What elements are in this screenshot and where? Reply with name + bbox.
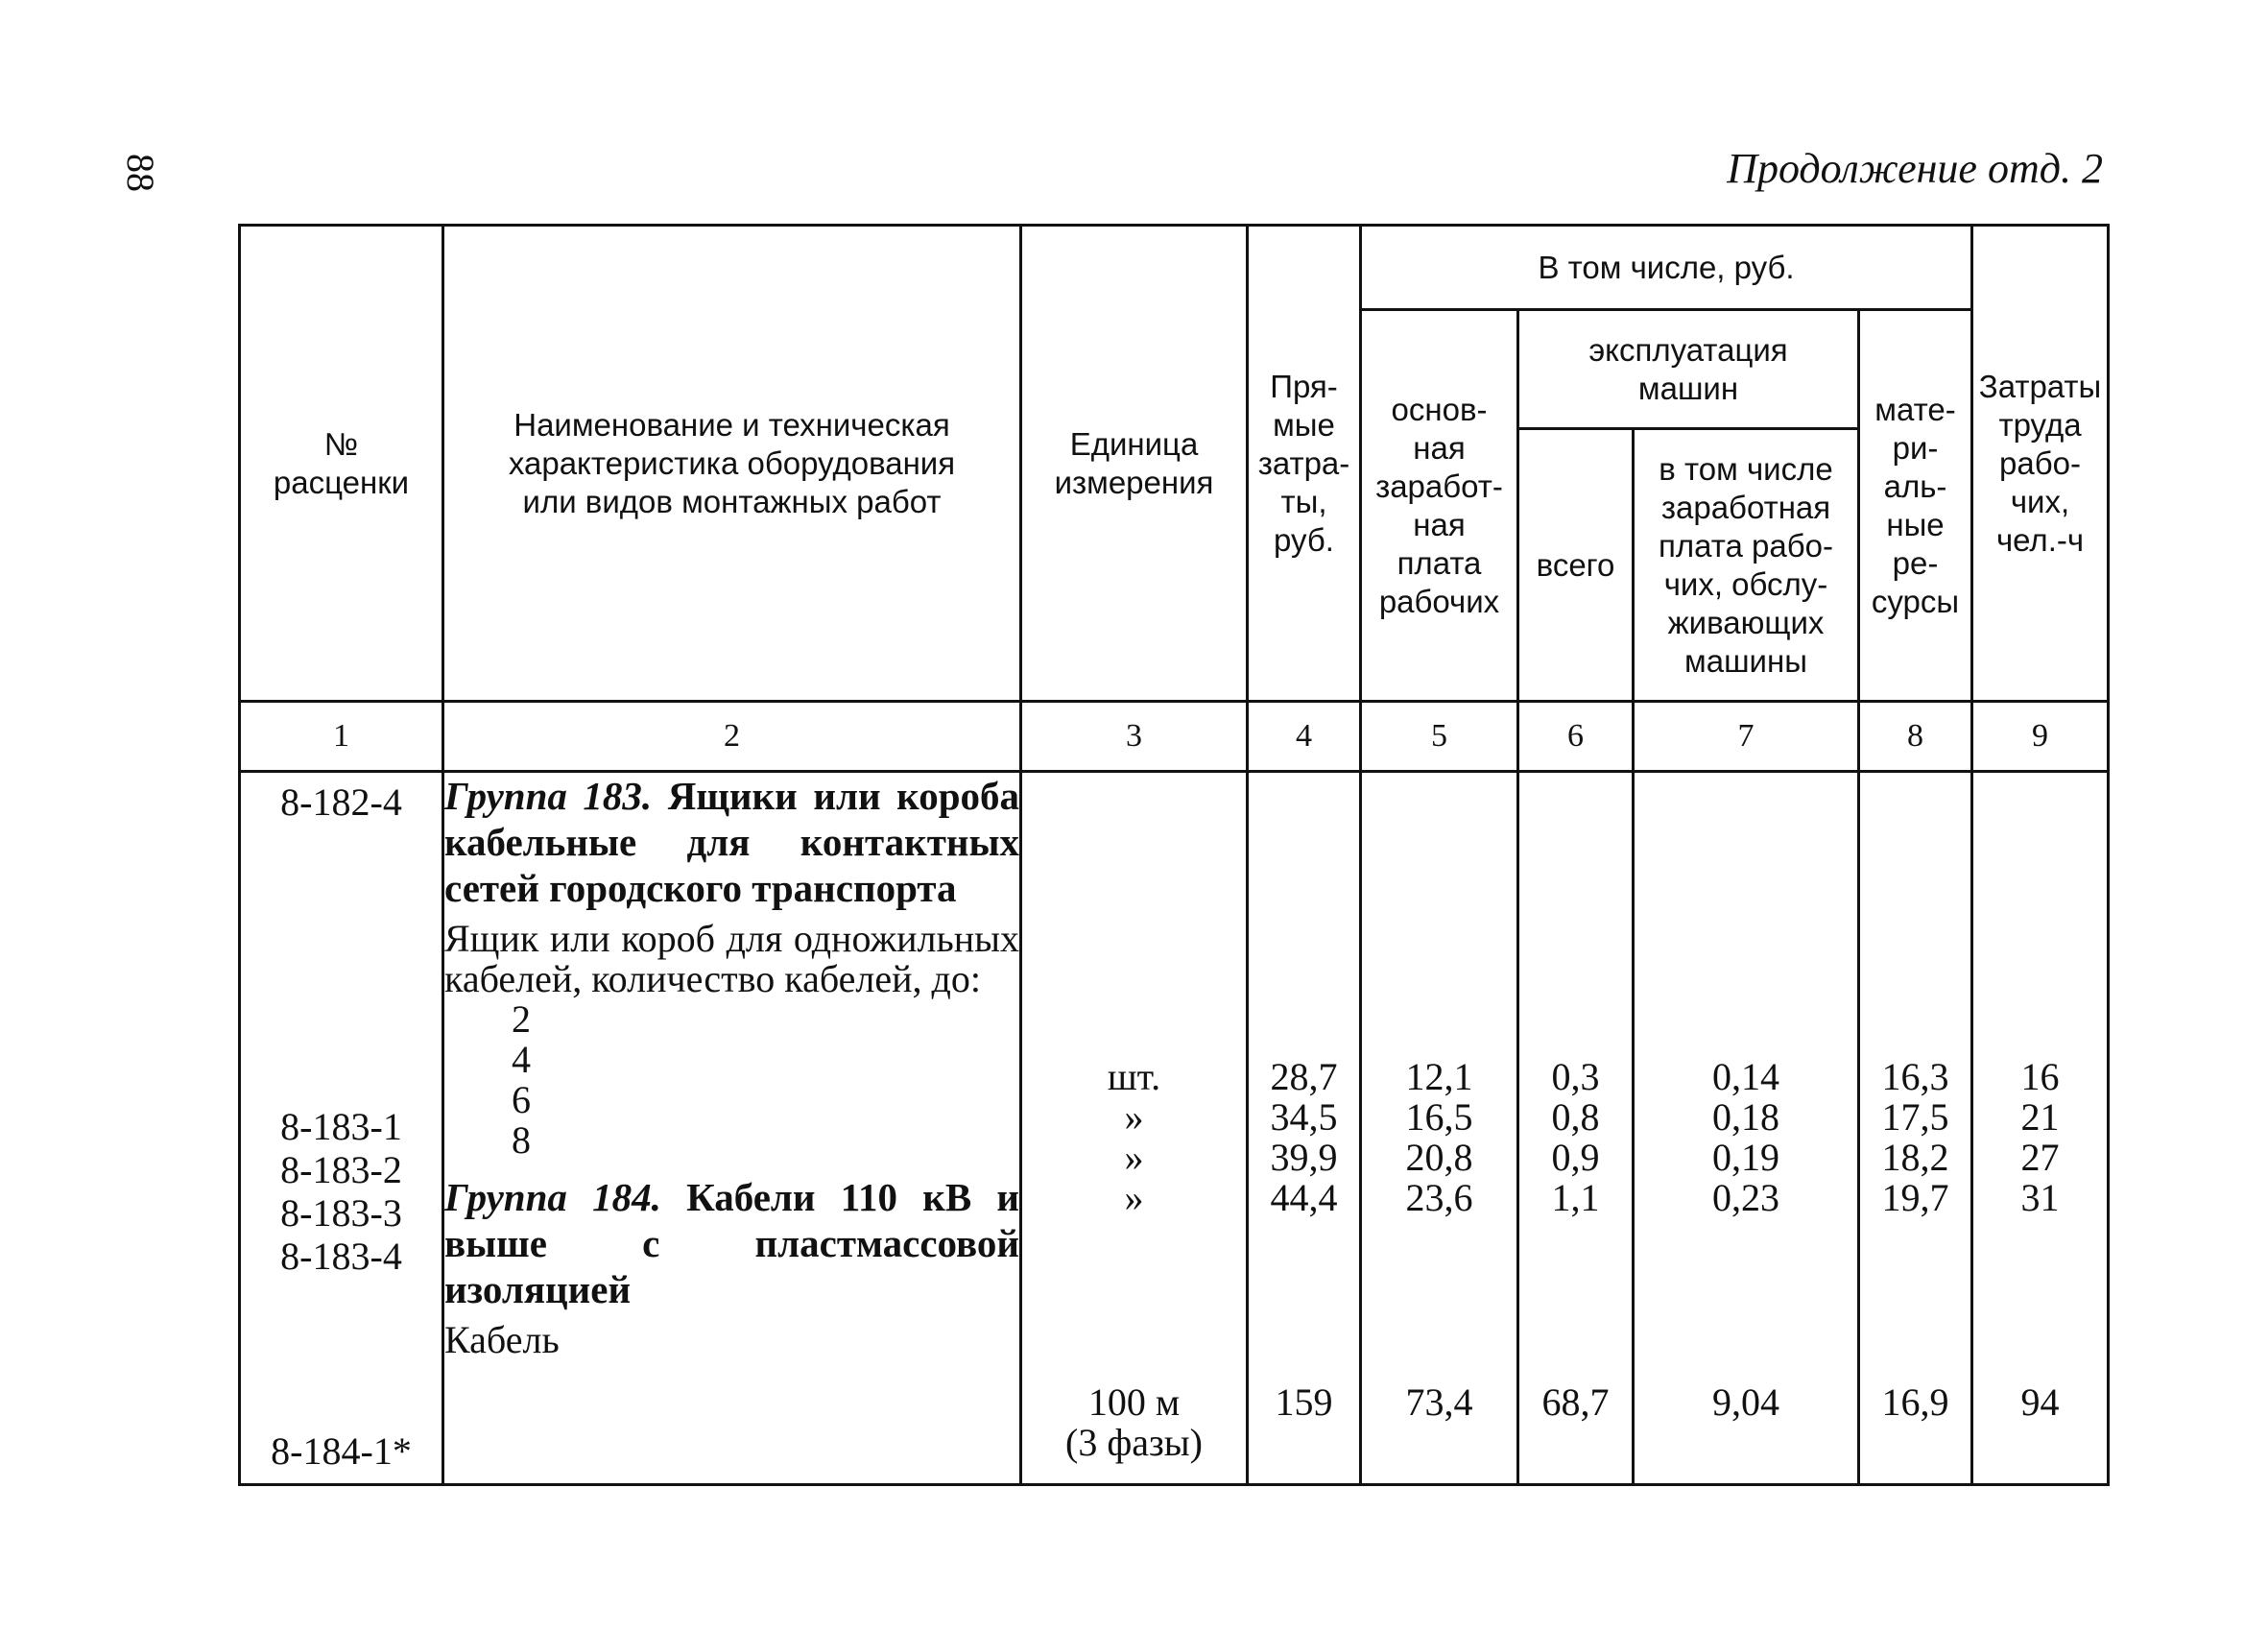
base-wage-cell	[1361, 772, 1518, 1485]
labor-value: 31	[2020, 1176, 2060, 1219]
cable-item-label: Кабель	[444, 1318, 560, 1361]
materials-value: 18,2	[1881, 1136, 1949, 1179]
name-cell	[443, 772, 1021, 1485]
materials-cell	[1859, 772, 1972, 1485]
direct-costs-cell	[1248, 772, 1361, 1485]
header-labor: Затраты труда рабо- чих, чел.-ч	[1972, 226, 2109, 702]
direct-cost-value: 39,9	[1270, 1136, 1338, 1179]
header-including: В том числе, руб.	[1361, 226, 1972, 310]
machine-wage-value: 0,14	[1712, 1055, 1779, 1098]
machine-total-value: 1,1	[1551, 1176, 1600, 1219]
group-184-label: Группа 184.	[444, 1175, 661, 1219]
unit-value: »	[1124, 1095, 1144, 1139]
machine-total-value: 0,3	[1551, 1055, 1600, 1098]
column-number: 2	[443, 702, 1021, 772]
labor-value: 27	[2020, 1136, 2060, 1179]
labor-value: 16	[2020, 1055, 2060, 1098]
column-number: 5	[1361, 702, 1518, 772]
group-184-heading	[444, 1174, 1019, 1312]
header-machine-operation: эксплуатация машин	[1518, 310, 1859, 429]
header-machine-wage: в том числе заработная плата рабо- чих, обслу- живающих машины	[1634, 429, 1859, 702]
column-number: 7	[1634, 702, 1859, 772]
column-number: 1	[240, 702, 443, 772]
machine-total-value: 0,8	[1551, 1095, 1600, 1139]
cable-count: 4	[512, 1038, 531, 1081]
header-code: № расценки	[240, 226, 443, 702]
group-183-label: Группа 183.	[444, 774, 653, 818]
machine-wage-value: 0,23	[1712, 1176, 1779, 1219]
unit-value: шт.	[1107, 1055, 1161, 1098]
direct-cost-value: 159	[1275, 1380, 1333, 1424]
column-number: 8	[1859, 702, 1972, 772]
header-direct-costs: Пря- мые затра- ты, руб.	[1248, 226, 1361, 702]
materials-value: 19,7	[1881, 1176, 1949, 1219]
header-machine-total: всего	[1518, 429, 1634, 702]
codes-cell	[240, 772, 443, 1485]
cable-count: 2	[512, 997, 531, 1041]
labor-cell	[1972, 772, 2109, 1485]
direct-cost-value: 44,4	[1270, 1176, 1338, 1219]
wage-value: 12,1	[1405, 1055, 1473, 1098]
direct-cost-value: 34,5	[1270, 1095, 1338, 1139]
group-183-heading	[444, 773, 1019, 911]
header-name: Наименование и техническая характеристика оборудования или видов монтажных работ	[443, 226, 1021, 702]
page-number: 88	[119, 154, 162, 192]
cable-count: 6	[512, 1078, 531, 1121]
unit-value: 100 м	[1087, 1380, 1181, 1424]
machine-total-value: 0,9	[1551, 1136, 1600, 1179]
unit-cell	[1021, 772, 1248, 1485]
wage-value: 23,6	[1405, 1176, 1473, 1219]
wage-value: 20,8	[1405, 1136, 1473, 1179]
rate-code: 8-184-1*	[271, 1429, 412, 1473]
unit-value: »	[1124, 1136, 1144, 1179]
header-base-wage: основ- ная заработ- ная плата рабочих	[1361, 310, 1518, 702]
labor-value: 21	[2020, 1095, 2060, 1139]
machine-wage-value: 0,18	[1712, 1095, 1779, 1139]
materials-value: 17,5	[1881, 1095, 1949, 1139]
labor-value: 94	[2020, 1380, 2060, 1424]
rate-code: 8-183-2	[280, 1148, 402, 1191]
rate-code: 8-183-1	[280, 1105, 402, 1148]
column-number: 6	[1518, 702, 1634, 772]
unit-value: »	[1124, 1176, 1144, 1219]
header-unit: Единица измерения	[1021, 226, 1248, 702]
direct-cost-value: 28,7	[1270, 1055, 1338, 1098]
column-number: 3	[1021, 702, 1248, 772]
materials-value: 16,9	[1881, 1380, 1949, 1424]
materials-value: 16,3	[1881, 1055, 1949, 1098]
rate-code: 8-182-4	[280, 780, 402, 824]
rates-table	[238, 224, 2110, 1486]
cable-count: 8	[512, 1118, 531, 1162]
group-183-title: Ящики или короба кабельные для контактных сетей городского транспорта	[444, 774, 1019, 910]
group-184-title: Кабели 110 кВ и выше с пластмассовой изоляцией	[444, 1175, 1019, 1311]
rate-code: 8-183-3	[280, 1191, 402, 1235]
machine-total-value: 68,7	[1541, 1380, 1610, 1424]
unit-value: (3 фазы)	[1065, 1421, 1203, 1464]
rate-code: 8-183-4	[280, 1235, 402, 1278]
continuation-title: Продолжение отд. 2	[1727, 145, 2103, 192]
machine-wage-value: 9,04	[1712, 1380, 1779, 1424]
wage-value: 73,4	[1405, 1380, 1473, 1424]
group-183-description: Ящик или короб для одножильных кабелей, количество кабелей, до:	[444, 917, 1019, 1000]
machine-total-cell	[1518, 772, 1634, 1485]
column-number: 9	[1972, 702, 2109, 772]
header-materials: мате- ри- аль- ные ре- сурсы	[1859, 310, 1972, 702]
column-number: 4	[1248, 702, 1361, 772]
machine-wage-value: 0,19	[1712, 1136, 1779, 1179]
machine-wage-cell	[1634, 772, 1859, 1485]
wage-value: 16,5	[1405, 1095, 1473, 1139]
